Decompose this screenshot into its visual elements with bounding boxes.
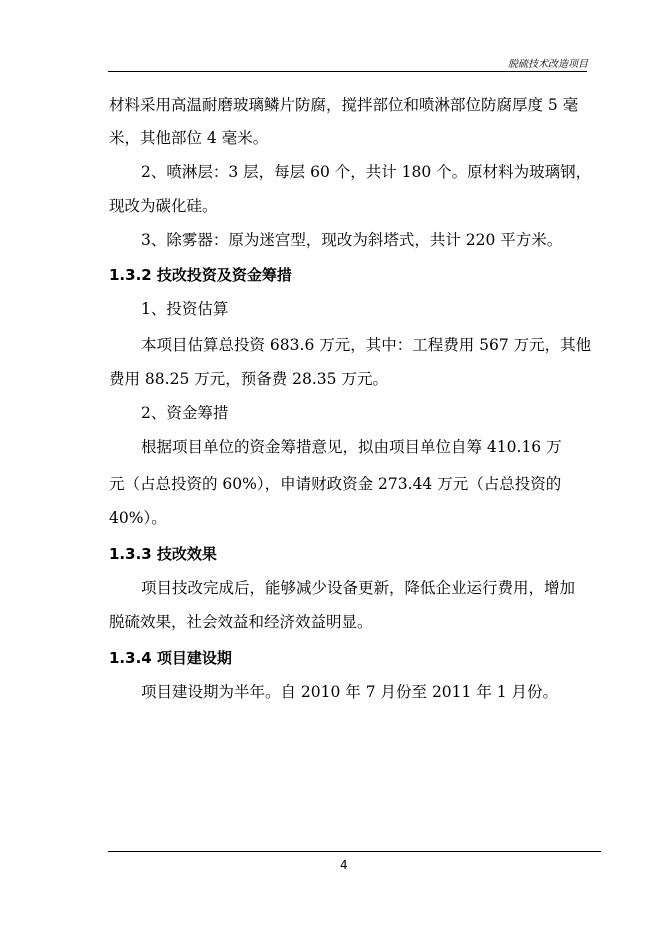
- paragraph-line: 现改为碳化硅。: [109, 197, 218, 215]
- paragraph-line: 费用 88.25 万元，预备费 28.35 万元。: [109, 370, 388, 388]
- section-heading: 1.3.2 技改投资及资金筹措: [109, 266, 292, 284]
- paragraph-line: 项目技改完成后，能够减少设备更新，降低企业运行费用，增加: [141, 579, 576, 597]
- subsection-title: 1、投资估算: [141, 300, 229, 318]
- paragraph-line: 脱硫效果，社会效益和经济效益明显。: [109, 613, 373, 631]
- paragraph-line: 根据项目单位的资金筹措意见，拟由项目单位自筹 410.16 万: [141, 438, 562, 456]
- paragraph-line: 项目建设期为半年。自 2010 年 7 月份至 2011 年 1 月份。: [141, 683, 559, 701]
- subsection-title: 2、资金筹措: [141, 404, 229, 422]
- paragraph-line: 40%）。: [109, 509, 167, 527]
- paragraph-line: 米，其他部位 4 毫米。: [109, 129, 269, 147]
- section-heading: 1.3.3 技改效果: [109, 545, 217, 563]
- paragraph-line: 元（占总投资的 60%），申请财政资金 273.44 万元（占总投资的: [109, 475, 562, 493]
- section-heading: 1.3.4 项目建设期: [109, 649, 232, 667]
- footer-divider: [108, 851, 601, 852]
- paragraph-line: 本项目估算总投资 683.6 万元，其中：工程费用 567 万元，其他: [141, 336, 592, 354]
- running-header: 脱硫技术改造项目: [508, 59, 588, 70]
- paragraph-line: 材料采用高温耐磨玻璃鳞片防腐，搅拌部位和喷淋部位防腐厚度 5 毫: [109, 96, 579, 114]
- header-divider: [108, 71, 587, 72]
- page-number: 4: [340, 858, 348, 872]
- list-item: 2、喷淋层：3 层，每层 60 个，共计 180 个。原材料为玻璃钢，: [141, 163, 592, 181]
- list-item: 3、除雾器：原为迷宫型，现改为斜塔式，共计 220 平方米。: [141, 231, 563, 249]
